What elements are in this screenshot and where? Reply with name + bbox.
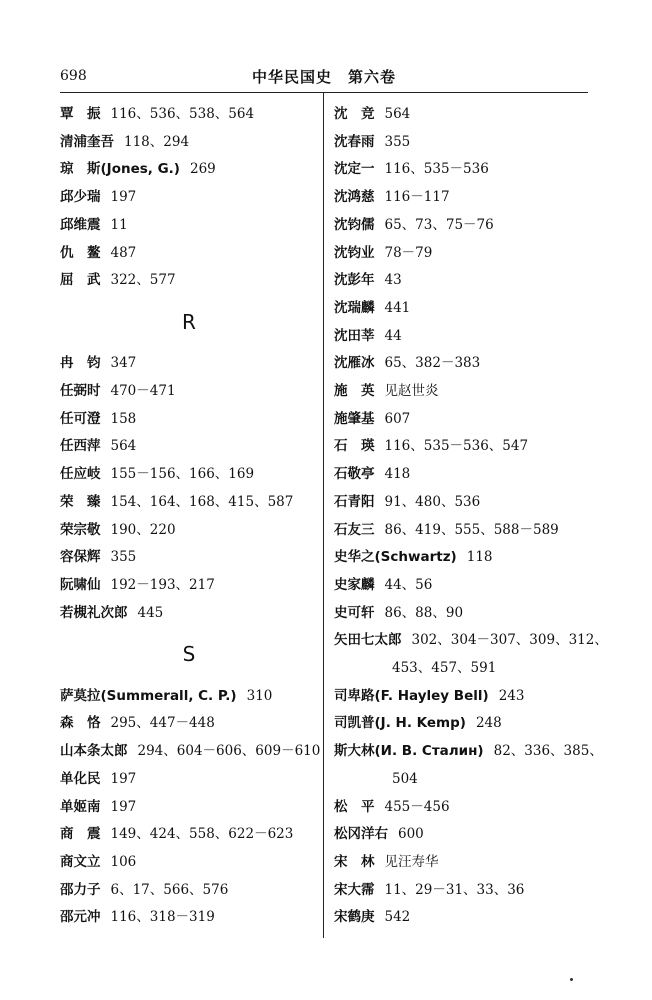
- index-entry: [60, 544, 318, 572]
- entry-name: 史可轩: [334, 604, 375, 621]
- entry-pages: 564: [110, 438, 137, 455]
- index-entry: [334, 101, 590, 129]
- entry-name: 沈钧儒: [334, 216, 375, 233]
- entry-name: 松 平: [334, 798, 375, 815]
- entry-pages: 见汪寿华: [384, 853, 439, 870]
- index-entry: [334, 904, 590, 932]
- entry-name: 萨莫拉(Summerall, C. P.): [60, 687, 237, 704]
- entry-pages: 310: [246, 687, 273, 704]
- index-entry: [60, 156, 318, 184]
- entry-name: 邱少瑞: [60, 189, 101, 206]
- entry-name: 沈彭年: [334, 272, 375, 289]
- entry-name: 斯大林(И. В. Сталин): [334, 743, 484, 760]
- entry-name: 荣 臻: [60, 493, 101, 510]
- index-entry: [60, 267, 318, 295]
- index-entry-continuation: [334, 766, 590, 794]
- entry-pages: 248: [475, 715, 502, 732]
- index-entry: [60, 572, 318, 600]
- index-entry: [60, 129, 318, 157]
- index-entry: [334, 600, 590, 628]
- index-entry: [60, 710, 318, 738]
- entry-name: 矢田七太郎: [334, 632, 402, 649]
- entry-name: 任西萍: [60, 438, 101, 455]
- index-entry: [60, 517, 318, 545]
- index-entry: [60, 461, 318, 489]
- entry-name: 仇 鳌: [60, 244, 101, 261]
- entry-pages: 269: [189, 161, 216, 178]
- entry-pages: 564: [384, 106, 411, 122]
- entry-name: 冉 钧: [60, 355, 101, 372]
- index-entry: [60, 794, 318, 822]
- entry-pages: 158: [110, 410, 137, 427]
- index-entry: [334, 489, 590, 517]
- index-entry: [334, 794, 590, 822]
- index-entry: [334, 323, 590, 351]
- entry-pages: 190、220: [110, 521, 176, 538]
- entry-name: 单化民: [60, 770, 101, 787]
- index-entry: [60, 600, 318, 628]
- entry-name: 司卑路(F. Hayley Bell): [334, 687, 489, 704]
- entry-name: 施 英: [334, 383, 375, 400]
- entry-name: 石敬亭: [334, 466, 375, 483]
- entry-name: 宋鹤庚: [334, 909, 375, 926]
- entry-pages: 322、577: [110, 272, 176, 289]
- index-entry: [334, 406, 590, 434]
- index-entry: [60, 766, 318, 794]
- entry-name: 司凯普(J. H. Kemp): [334, 715, 466, 732]
- index-entry: [60, 877, 318, 905]
- index-entry: [60, 240, 318, 268]
- entry-name: 森 恪: [60, 715, 101, 732]
- index-entry: [60, 406, 318, 434]
- print-speck: [570, 978, 573, 981]
- entry-pages: 607: [384, 410, 411, 427]
- index-entry: [60, 433, 318, 461]
- entry-pages: 65、382－383: [384, 355, 481, 372]
- entry-pages: 197: [110, 189, 137, 206]
- index-entry: [334, 295, 590, 323]
- entry-name: 沈瑞麟: [334, 299, 375, 316]
- page-number: 698: [60, 68, 87, 84]
- entry-name: 沈雁冰: [334, 355, 375, 372]
- index-entry: [334, 710, 590, 738]
- entry-name: 容保辉: [60, 549, 101, 566]
- entry-pages: 155－156、166、169: [110, 466, 255, 483]
- entry-pages: 118、294: [124, 133, 190, 150]
- index-entry: [334, 738, 603, 766]
- entry-pages: 82、336、385、: [493, 743, 603, 760]
- entry-name: 沈 竞: [334, 106, 375, 122]
- entry-name: 邱维震: [60, 216, 101, 233]
- entry-pages: 116、535－536、547: [384, 438, 529, 455]
- entry-pages: 78－79: [384, 244, 433, 261]
- entry-pages: 91、480、536: [384, 493, 481, 510]
- index-entry: [334, 267, 590, 295]
- header-rule: [60, 92, 588, 93]
- entry-name: 若槻礼次郎: [60, 604, 128, 621]
- entry-pages: 455－456: [384, 798, 450, 815]
- entry-pages: 302、304－307、309、312、: [411, 632, 608, 649]
- entry-pages: 453、457、591: [392, 660, 497, 677]
- entry-name: 宋大霈: [334, 881, 375, 898]
- entry-pages: 487: [110, 244, 137, 261]
- index-entry: [60, 904, 318, 932]
- entry-name: 覃 振: [60, 106, 101, 122]
- entry-name: 荣宗敬: [60, 521, 101, 538]
- right-column: [334, 101, 608, 932]
- index-entry: [60, 849, 318, 877]
- index-entry: [334, 461, 590, 489]
- entry-pages: 542: [384, 909, 411, 926]
- index-entry: [60, 101, 318, 129]
- page-header: [60, 62, 588, 90]
- index-entry: [60, 184, 318, 212]
- entry-name: 宋 林: [334, 853, 375, 870]
- entry-pages: 86、419、555、588－589: [384, 521, 559, 538]
- index-entry: [334, 849, 590, 877]
- entry-name: 邵力子: [60, 881, 101, 898]
- book-title: 中华民国史 第六卷: [251, 68, 396, 86]
- entry-pages: 347: [110, 355, 137, 372]
- index-entry: [334, 877, 590, 905]
- entry-pages: 116－117: [384, 189, 450, 206]
- entry-name: 石青阳: [334, 493, 375, 510]
- entry-pages: 43: [384, 272, 402, 289]
- index-entry: [334, 683, 590, 711]
- index-entry: [334, 517, 590, 545]
- entry-pages: 149、424、558、622－623: [110, 826, 294, 843]
- entry-name: 阮啸仙: [60, 576, 101, 593]
- entry-name: 沈定一: [334, 161, 375, 178]
- section-letter: R: [182, 309, 196, 334]
- entry-name: 石 瑛: [334, 438, 375, 455]
- index-entry: [334, 627, 608, 655]
- entry-pages: 见赵世炎: [384, 383, 439, 400]
- entry-name: 单姬南: [60, 798, 101, 815]
- index-entry: [60, 350, 318, 378]
- entry-pages: 192－193、217: [110, 576, 215, 593]
- entry-pages: 355: [110, 549, 137, 566]
- entry-name: 沈春雨: [334, 133, 375, 150]
- entry-pages: 441: [384, 299, 411, 316]
- index-entry: [334, 378, 590, 406]
- index-entry: [334, 212, 590, 240]
- entry-name: 琼 斯(Jones, G.): [60, 161, 180, 178]
- entry-pages: 197: [110, 770, 137, 787]
- index-entry: [60, 683, 318, 711]
- section-letter: S: [182, 642, 196, 667]
- entry-name: 任应岐: [60, 466, 101, 483]
- left-column: [60, 101, 321, 932]
- entry-pages: 11、29－31、33、36: [384, 881, 525, 898]
- entry-name: 商 震: [60, 826, 101, 843]
- index-entry: [334, 350, 590, 378]
- index-entry: [334, 572, 590, 600]
- entry-pages: 65、73、75－76: [384, 216, 494, 233]
- entry-pages: 118: [466, 549, 493, 566]
- entry-pages: 6、17、566、576: [110, 881, 229, 898]
- entry-name: 沈田莘: [334, 327, 375, 344]
- index-entry: [60, 821, 318, 849]
- entry-name: 松冈洋右: [334, 826, 388, 843]
- entry-pages: 106: [110, 853, 137, 870]
- entry-name: 商文立: [60, 853, 101, 870]
- index-entry: [334, 544, 590, 572]
- index-entry: [334, 156, 590, 184]
- index-entry: [60, 738, 321, 766]
- entry-pages: 418: [384, 466, 411, 483]
- entry-pages: 11: [110, 216, 128, 233]
- index-entry: [334, 433, 590, 461]
- index-entry-continuation: [334, 655, 590, 683]
- index-entry: [60, 489, 318, 517]
- entry-name: 任可澄: [60, 410, 101, 427]
- entry-pages: 116、536、538、564: [110, 106, 255, 122]
- entry-name: 邵元冲: [60, 909, 101, 926]
- column-divider: [323, 93, 324, 938]
- entry-name: 任弼时: [60, 383, 101, 400]
- entry-pages: 86、88、90: [384, 604, 464, 621]
- entry-pages: 154、164、168、415、587: [110, 493, 294, 510]
- entry-name: 史华之(Schwartz): [334, 549, 457, 566]
- entry-pages: 116、318－319: [110, 909, 215, 926]
- entry-name: 沈鸿慈: [334, 189, 375, 206]
- index-entry: [60, 212, 318, 240]
- entry-pages: 355: [384, 133, 411, 150]
- index-entry: [60, 378, 318, 406]
- entry-pages: 197: [110, 798, 137, 815]
- entry-name: 沈钧业: [334, 244, 375, 261]
- entry-name: 屈 武: [60, 272, 101, 289]
- entry-pages: 295、447－448: [110, 715, 215, 732]
- entry-name: 清浦奎吾: [60, 133, 114, 150]
- entry-name: 施肇基: [334, 410, 375, 427]
- entry-pages: 44、56: [384, 576, 433, 593]
- entry-pages: 445: [137, 604, 164, 621]
- entry-name: 山本条太郎: [60, 743, 128, 760]
- entry-pages: 116、535－536: [384, 161, 489, 178]
- entry-pages: 243: [498, 687, 525, 704]
- entry-name: 石友三: [334, 521, 375, 538]
- entry-pages: 504: [392, 770, 418, 787]
- index-entry: [334, 821, 590, 849]
- entry-pages: 294、604－606、609－610: [137, 743, 321, 760]
- index-entry: [334, 240, 590, 268]
- index-entry: [334, 184, 590, 212]
- entry-pages: 44: [384, 327, 402, 344]
- entry-pages: 600: [398, 826, 424, 843]
- entry-pages: 470－471: [110, 383, 176, 400]
- index-entry: [334, 129, 590, 157]
- entry-name: 史家麟: [334, 576, 375, 593]
